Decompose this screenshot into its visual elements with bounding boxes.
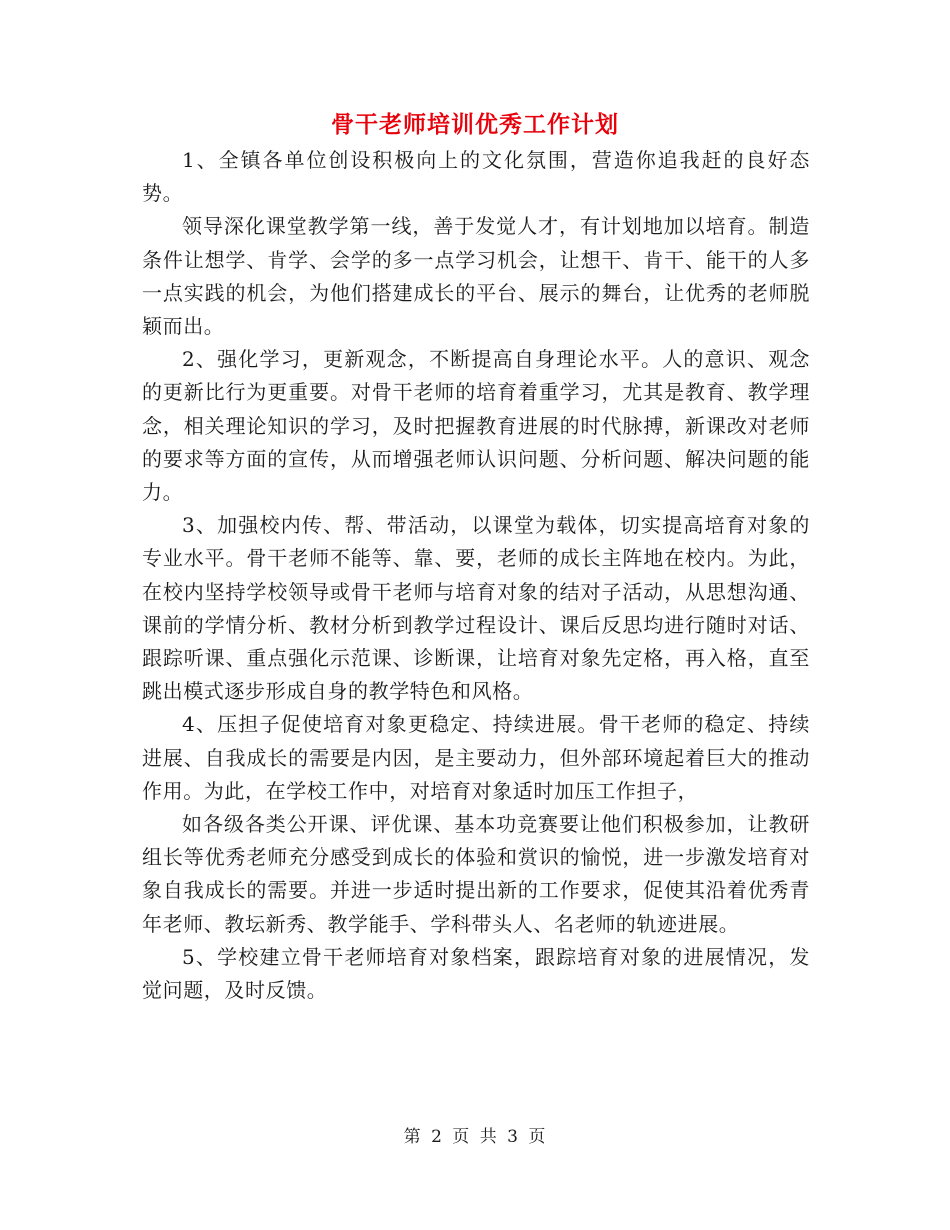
- paragraph-5: 4、压担子促使培育对象更稳定、持续进展。骨干老师的稳定、持续进展、自我成长的需要是内因，是主要动力，但外部环境起着巨大的推动作用。为此，在学校工作中，对培育对象适时加压工作担子，: [142, 712, 810, 803]
- paragraph-7: 5、学校建立骨干老师培育对象档案，跟踪培育对象的进展情况，发觉问题，及时反馈。: [142, 944, 810, 1003]
- document-title: 骨干老师培训优秀工作计划: [331, 111, 619, 138]
- page-number-footer: 第 2 页 共 3 页: [403, 1127, 547, 1147]
- document-body: [142, 144, 810, 1007]
- paragraph-2: 领导深化课堂教学第一线，善于发觉人才，有计划地加以培育。制造条件让想学、肯学、会学的多一点学习机会，让想干、肯干、能干的人多一点实践的机会，为他们搭建成长的平台、展示的舞台，让优秀的老师脱颖而出。: [142, 214, 810, 339]
- paragraph-4: 3、加强校内传、帮、带活动，以课堂为载体，切实提高培育对象的专业水平。骨干老师不能等、靠、要，老师的成长主阵地在校内。为此，在校内坚持学校领导或骨干老师与培育对象的结对子活动，从思想沟通、课前的学情分析、教材分析到教学过程设计、课后反思均进行随时对话、跟踪听课、重点强化示范课、诊断课，让培育对象先定格，再入格，直至跳出模式逐步形成自身的教学特色和风格。: [142, 513, 810, 704]
- paragraph-6: 如各级各类公开课、评优课、基本功竞赛要让他们积极参加，让教研组长等优秀老师充分感受到成长的体验和赏识的愉悦，进一步激发培育对象自我成长的需要。并进一步适时提出新的工作要求，促使其沿着优秀青年老师、教坛新秀、教学能手、学科带头人、名老师的轨迹进展。: [142, 812, 810, 936]
- paragraph-1: 1、全镇各单位创设积极向上的文化氛围，营造你追我赶的良好态势。: [142, 148, 810, 206]
- paragraph-3: 2、强化学习，更新观念，不断提高自身理论水平。人的意识、观念的更新比行为更重要。对骨干老师的培育着重学习，尤其是教育、教学理念，相关理论知识的学习，及时把握教育进展的时代脉搏，新课改对老师的要求等方面的宣传，从而增强老师认识问题、分析问题、解决问题的能力。: [142, 347, 810, 505]
